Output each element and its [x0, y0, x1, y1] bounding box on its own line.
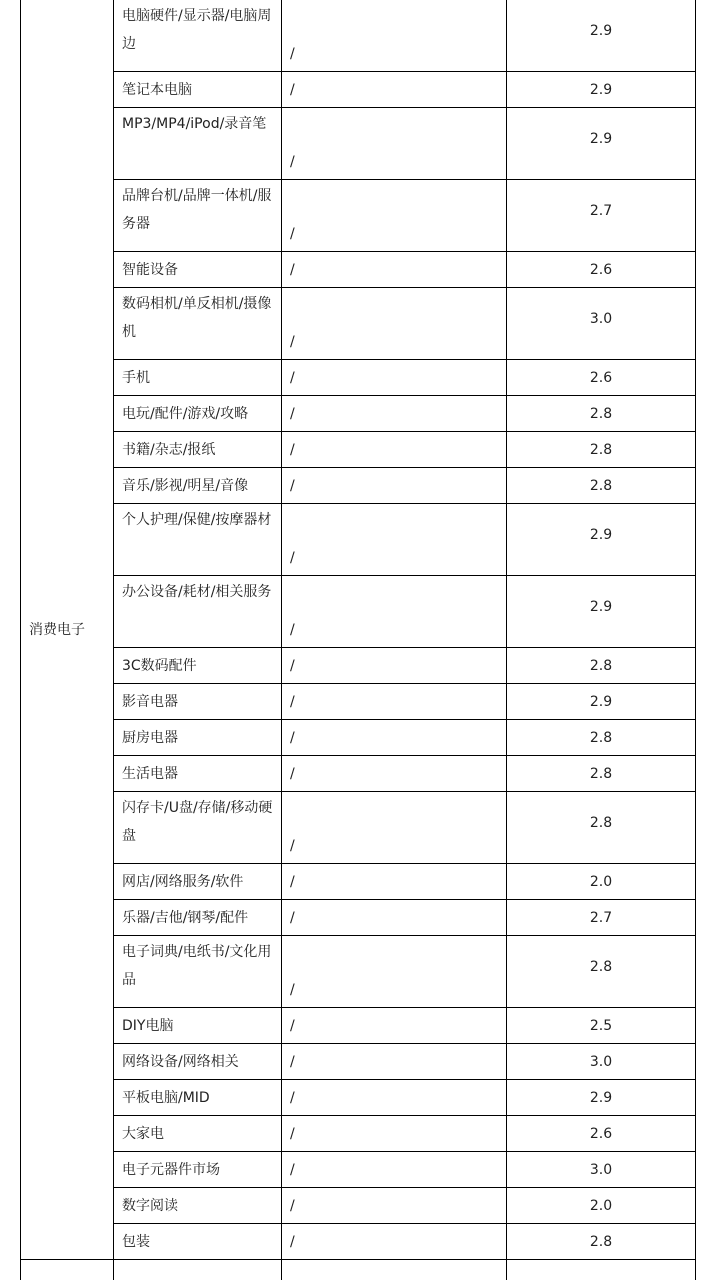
score-cell: 2.9 — [507, 504, 696, 576]
subcategory-cell: 电子词典/电纸书/文化用品 — [114, 936, 282, 1008]
score-cell: 2.9 — [507, 108, 696, 180]
subcategory-cell: 平板电脑/MID — [114, 1080, 282, 1116]
table-row — [21, 936, 696, 1008]
score-cell: 2.7 — [507, 900, 696, 936]
table-row — [21, 648, 696, 684]
placeholder-cell: / — [282, 756, 507, 792]
placeholder-cell: / — [282, 1152, 507, 1188]
score-cell: 2.8 — [507, 1224, 696, 1260]
table-row — [21, 360, 696, 396]
subcategory-cell: 笔记本电脑 — [114, 72, 282, 108]
score-cell: 2.9 — [507, 576, 696, 648]
category-rating-table — [20, 0, 696, 1280]
placeholder-cell: / — [282, 1116, 507, 1152]
table-row — [21, 864, 696, 900]
empty-cell — [282, 1260, 507, 1280]
subcategory-cell: MP3/MP4/iPod/录音笔 — [114, 108, 282, 180]
placeholder-cell: / — [282, 468, 507, 504]
subcategory-cell: 包装 — [114, 1224, 282, 1260]
subcategory-cell: 生活电器 — [114, 756, 282, 792]
subcategory-cell: 个人护理/保健/按摩器材 — [114, 504, 282, 576]
subcategory-cell: 手机 — [114, 360, 282, 396]
table-row — [21, 1080, 696, 1116]
table-row — [21, 1008, 696, 1044]
subcategory-cell: 音乐/影视/明星/音像 — [114, 468, 282, 504]
placeholder-cell: / — [282, 288, 507, 360]
score-cell: 2.0 — [507, 1188, 696, 1224]
score-cell: 2.8 — [507, 720, 696, 756]
subcategory-cell: 厨房电器 — [114, 720, 282, 756]
placeholder-cell: / — [282, 72, 507, 108]
score-cell: 2.6 — [507, 252, 696, 288]
placeholder-cell: / — [282, 180, 507, 252]
table-row — [21, 756, 696, 792]
placeholder-cell: / — [282, 936, 507, 1008]
score-cell: 2.8 — [507, 756, 696, 792]
score-cell: 3.0 — [507, 1152, 696, 1188]
score-cell: 2.8 — [507, 648, 696, 684]
subcategory-cell: 智能设备 — [114, 252, 282, 288]
score-cell: 2.9 — [507, 0, 696, 72]
placeholder-cell: / — [282, 252, 507, 288]
category-cell: 消费电子 — [21, 0, 114, 1260]
placeholder-cell: / — [282, 720, 507, 756]
table-row — [21, 396, 696, 432]
table-row — [21, 576, 696, 648]
placeholder-cell: / — [282, 108, 507, 180]
score-cell: 2.6 — [507, 360, 696, 396]
subcategory-cell: 书籍/杂志/报纸 — [114, 432, 282, 468]
score-cell: 2.8 — [507, 432, 696, 468]
subcategory-cell: 数码相机/单反相机/摄像机 — [114, 288, 282, 360]
score-cell: 2.8 — [507, 396, 696, 432]
subcategory-cell: 乐器/吉他/钢琴/配件 — [114, 900, 282, 936]
placeholder-cell: / — [282, 1008, 507, 1044]
table-row — [21, 900, 696, 936]
table-row — [21, 432, 696, 468]
table-row — [21, 720, 696, 756]
placeholder-cell: / — [282, 684, 507, 720]
table-body — [21, 0, 696, 1280]
placeholder-cell: / — [282, 396, 507, 432]
subcategory-cell: 电玩/配件/游戏/攻略 — [114, 396, 282, 432]
score-cell: 2.5 — [507, 1008, 696, 1044]
subcategory-cell: 电脑硬件/显示器/电脑周边 — [114, 0, 282, 72]
score-cell: 2.8 — [507, 792, 696, 864]
empty-cell — [21, 1260, 114, 1280]
score-cell: 2.8 — [507, 936, 696, 1008]
table-row — [21, 108, 696, 180]
placeholder-cell: / — [282, 1188, 507, 1224]
subcategory-cell: 网店/网络服务/软件 — [114, 864, 282, 900]
score-cell: 3.0 — [507, 1044, 696, 1080]
placeholder-cell: / — [282, 576, 507, 648]
subcategory-cell: 大家电 — [114, 1116, 282, 1152]
subcategory-cell: 影音电器 — [114, 684, 282, 720]
subcategory-cell: 网络设备/网络相关 — [114, 1044, 282, 1080]
empty-cell — [114, 1260, 282, 1280]
next-section-row — [21, 1260, 696, 1280]
placeholder-cell: / — [282, 792, 507, 864]
subcategory-cell: 数字阅读 — [114, 1188, 282, 1224]
score-cell: 2.8 — [507, 468, 696, 504]
placeholder-cell: / — [282, 0, 507, 72]
table-row — [21, 1188, 696, 1224]
table-row — [21, 684, 696, 720]
score-cell: 3.0 — [507, 288, 696, 360]
score-cell: 2.9 — [507, 684, 696, 720]
table-row — [21, 0, 696, 72]
table-row — [21, 1044, 696, 1080]
table-row — [21, 504, 696, 576]
placeholder-cell: / — [282, 648, 507, 684]
table-row — [21, 792, 696, 864]
score-cell: 2.7 — [507, 180, 696, 252]
subcategory-cell: DIY电脑 — [114, 1008, 282, 1044]
placeholder-cell: / — [282, 1224, 507, 1260]
subcategory-cell: 3C数码配件 — [114, 648, 282, 684]
placeholder-cell: / — [282, 1080, 507, 1116]
table-row — [21, 1224, 696, 1260]
placeholder-cell: / — [282, 432, 507, 468]
subcategory-cell: 闪存卡/U盘/存储/移动硬盘 — [114, 792, 282, 864]
table-row — [21, 1116, 696, 1152]
placeholder-cell: / — [282, 900, 507, 936]
placeholder-cell: / — [282, 1044, 507, 1080]
placeholder-cell: / — [282, 504, 507, 576]
table-row — [21, 288, 696, 360]
placeholder-cell: / — [282, 360, 507, 396]
table-row — [21, 1152, 696, 1188]
score-cell: 2.9 — [507, 72, 696, 108]
placeholder-cell: / — [282, 864, 507, 900]
score-cell: 2.0 — [507, 864, 696, 900]
score-cell: 2.9 — [507, 1080, 696, 1116]
table-row — [21, 180, 696, 252]
table-row — [21, 252, 696, 288]
subcategory-cell: 品牌台机/品牌一体机/服务器 — [114, 180, 282, 252]
empty-cell — [507, 1260, 696, 1280]
subcategory-cell: 办公设备/耗材/相关服务 — [114, 576, 282, 648]
table-row — [21, 468, 696, 504]
subcategory-cell: 电子元器件市场 — [114, 1152, 282, 1188]
table-row — [21, 72, 696, 108]
score-cell: 2.6 — [507, 1116, 696, 1152]
